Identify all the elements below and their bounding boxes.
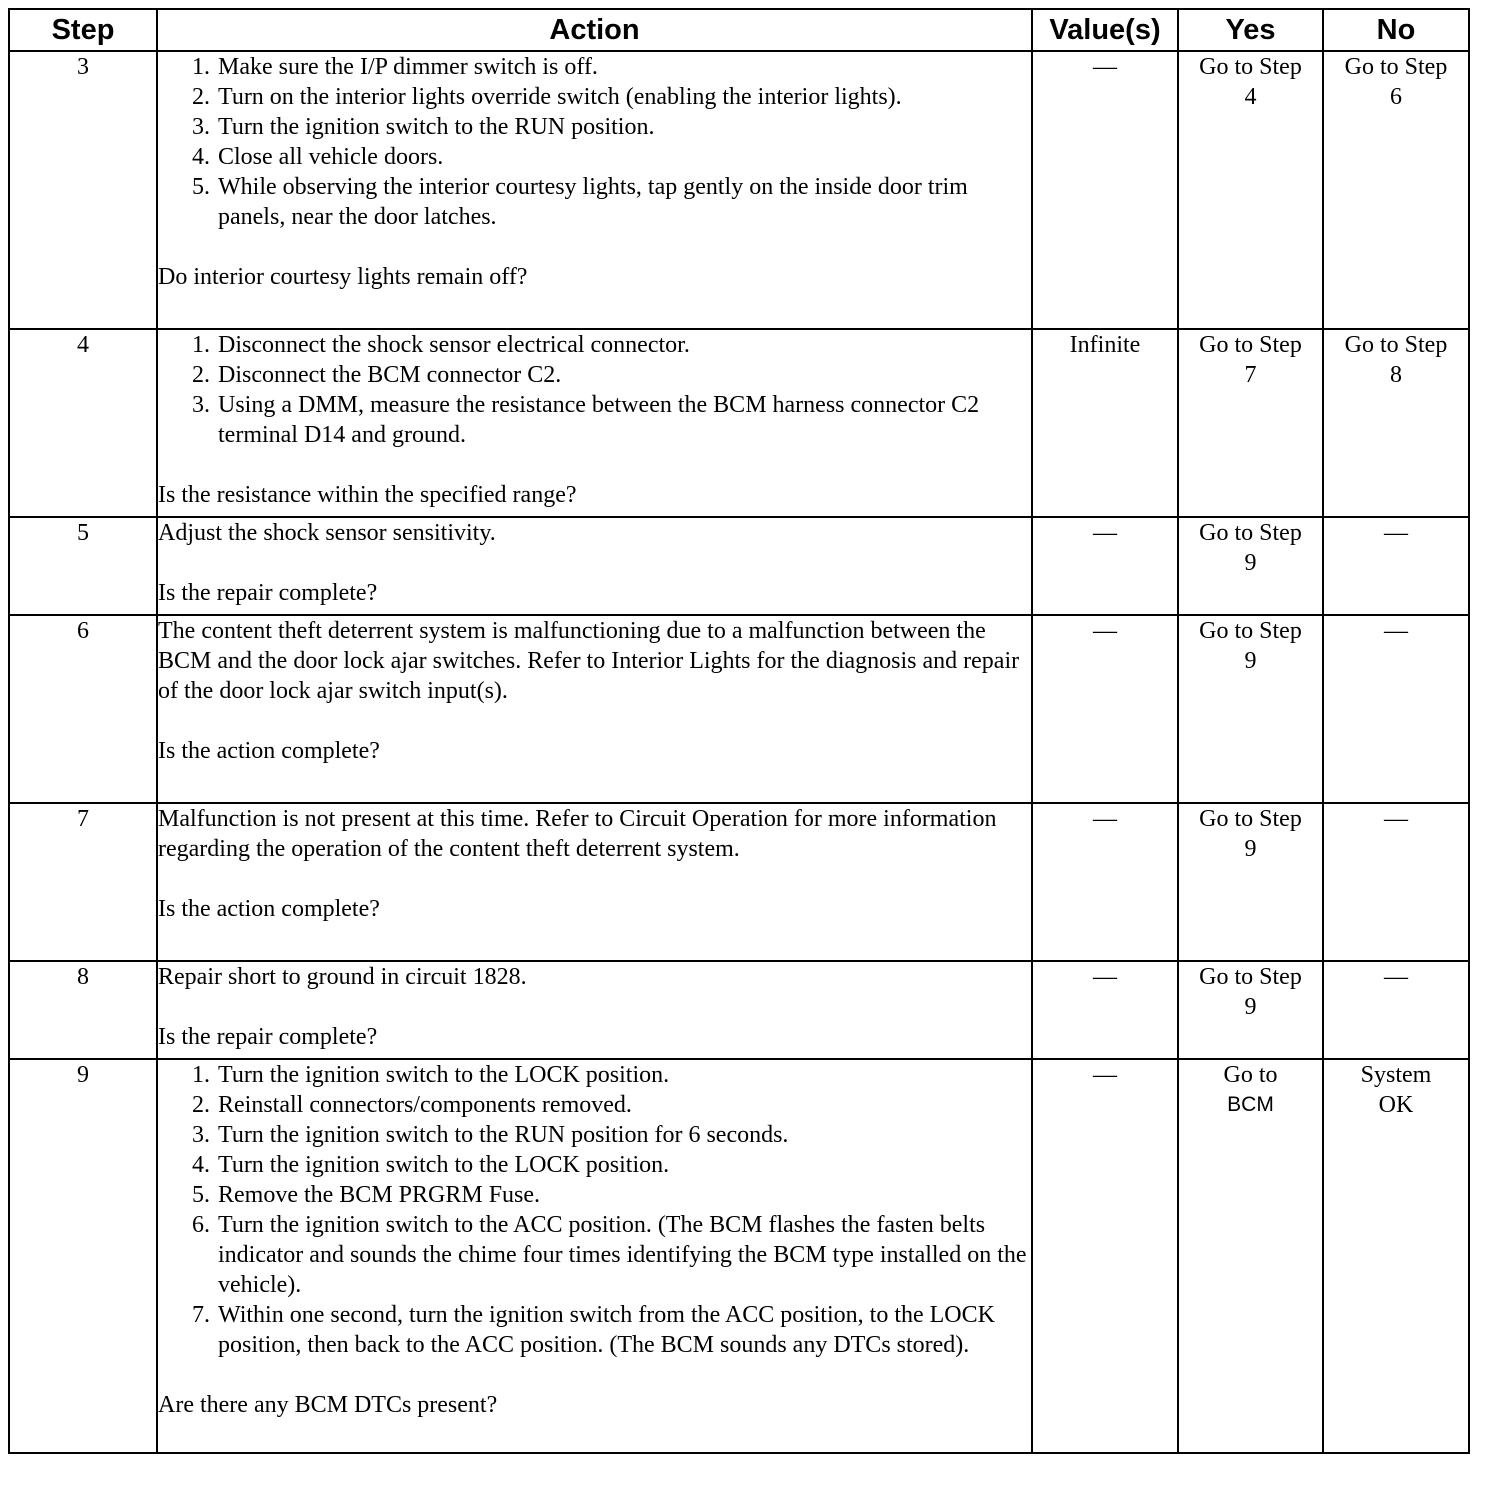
table-row-step-7 [9, 803, 1469, 961]
action-question: Is the action complete? [158, 896, 380, 922]
yes-step: 9 [1244, 648, 1257, 674]
no-cell: — [1323, 961, 1469, 1059]
yes-step: 7 [1244, 362, 1257, 388]
no-line: Go to Step [1344, 54, 1448, 80]
action-cell [157, 1059, 1032, 1453]
action-item: 5. Remove the BCM PRGRM Fuse. [216, 1180, 1031, 1210]
yes-cell [1178, 517, 1323, 615]
table-row-step-8 [9, 961, 1469, 1059]
value-cell: — [1032, 51, 1178, 329]
header-action: Action [157, 9, 1032, 51]
table-row-step-5 [9, 517, 1469, 615]
yes-line: Go to Step [1199, 54, 1302, 80]
action-question: Is the resistance within the specified range? [158, 482, 577, 508]
yes-step: 9 [1244, 836, 1257, 862]
yes-line: Go to [1223, 1062, 1278, 1088]
value-cell: — [1032, 517, 1178, 615]
action-item: 3. Using a DMM, measure the resistance between the BCM harness connector C2 terminal D14 and ground. [216, 390, 1031, 450]
action-item: 1. Make sure the I/P dimmer switch is off. [216, 52, 1031, 82]
action-item: 4. Close all vehicle doors. [216, 142, 1031, 172]
yes-step: 9 [1244, 994, 1257, 1020]
action-item: 2. Disconnect the BCM connector C2. [216, 360, 1031, 390]
action-cell [157, 329, 1032, 517]
action-item: 4. Turn the ignition switch to the LOCK position. [216, 1150, 1031, 1180]
no-line: Go to Step [1344, 332, 1448, 358]
no-cell [1323, 329, 1469, 517]
yes-line: Go to Step [1199, 964, 1302, 990]
yes-cell [1178, 615, 1323, 803]
value-cell: — [1032, 961, 1178, 1059]
step-number: 8 [9, 961, 157, 1059]
action-item: 7. Within one second, turn the ignition switch from the ACC position, to the LOCK position, then back to the ACC position. (The BCM sounds any DTCs stored). [216, 1300, 1031, 1360]
table-row-step-6 [9, 615, 1469, 803]
value-cell: — [1032, 803, 1178, 961]
table-row-step-4 [9, 329, 1469, 517]
header-values: Value(s) [1032, 9, 1178, 51]
yes-step: 9 [1244, 550, 1257, 576]
step-number: 7 [9, 803, 157, 961]
action-list [158, 330, 1031, 450]
action-text: Malfunction is not present at this time. Refer to Circuit Operation for more information regarding the operation of the content theft deterrent system. [158, 806, 997, 862]
action-question: Do interior courtesy lights remain off? [158, 264, 528, 290]
yes-step: 4 [1244, 84, 1257, 110]
yes-cell [1178, 51, 1323, 329]
action-list [158, 1060, 1031, 1360]
header-yes: Yes [1178, 9, 1323, 51]
action-cell [157, 517, 1032, 615]
action-item: 1. Turn the ignition switch to the LOCK position. [216, 1060, 1031, 1090]
action-cell [157, 51, 1032, 329]
action-question: Is the action complete? [158, 738, 380, 764]
header-step: Step [9, 9, 157, 51]
yes-cell [1178, 803, 1323, 961]
header-no: No [1323, 9, 1469, 51]
action-cell [157, 961, 1032, 1059]
diagnostic-table [8, 8, 1470, 1454]
step-number: 6 [9, 615, 157, 803]
header-row [9, 9, 1469, 51]
yes-line: Go to Step [1199, 520, 1302, 546]
table-row-step-3 [9, 51, 1469, 329]
value-cell: Infinite [1032, 329, 1178, 517]
no-step: 8 [1390, 362, 1402, 388]
action-item: 6. Turn the ignition switch to the ACC position. (The BCM flashes the fasten belts indicator and sounds the chime four times identifying the BCM type installed on the vehicle). [216, 1210, 1031, 1300]
no-cell [1323, 1059, 1469, 1453]
value-cell: — [1032, 1059, 1178, 1453]
action-text: Repair short to ground in circuit 1828. [158, 964, 527, 990]
action-cell [157, 803, 1032, 961]
yes-target: BCM [1227, 1093, 1274, 1116]
step-number: 4 [9, 329, 157, 517]
yes-cell [1178, 329, 1323, 517]
table-row-step-9 [9, 1059, 1469, 1453]
action-list [158, 52, 1031, 232]
step-number: 9 [9, 1059, 157, 1453]
yes-cell [1178, 1059, 1323, 1453]
value-cell: — [1032, 615, 1178, 803]
yes-line: Go to Step [1199, 332, 1302, 358]
step-number: 3 [9, 51, 157, 329]
no-cell: — [1323, 517, 1469, 615]
yes-line: Go to Step [1199, 806, 1302, 832]
action-question: Is the repair complete? [158, 1024, 378, 1050]
action-question: Are there any BCM DTCs present? [158, 1392, 498, 1418]
action-item: 3. Turn the ignition switch to the RUN position for 6 seconds. [216, 1120, 1031, 1150]
no-line: System [1360, 1062, 1432, 1088]
step-number: 5 [9, 517, 157, 615]
action-question: Is the repair complete? [158, 580, 378, 606]
yes-line: Go to Step [1199, 618, 1302, 644]
action-text: The content theft deterrent system is malfunctioning due to a malfunction between the BCM and the door lock ajar switches. Refer to Interior Lights for the diagnosis and repair of the door lock ajar switch input(s). [158, 618, 1020, 704]
action-item: 3. Turn the ignition switch to the RUN position. [216, 112, 1031, 142]
action-text: Adjust the shock sensor sensitivity. [158, 520, 496, 546]
no-target: OK [1378, 1092, 1414, 1118]
no-cell: — [1323, 615, 1469, 803]
no-cell: — [1323, 803, 1469, 961]
no-cell [1323, 51, 1469, 329]
action-item: 2. Turn on the interior lights override switch (enabling the interior lights). [216, 82, 1031, 112]
action-item: 1. Disconnect the shock sensor electrical connector. [216, 330, 1031, 360]
action-cell [157, 615, 1032, 803]
no-step: 6 [1390, 84, 1402, 110]
yes-cell [1178, 961, 1323, 1059]
action-item: 5. While observing the interior courtesy lights, tap gently on the inside door trim panels, near the door latches. [216, 172, 1031, 232]
action-item: 2. Reinstall connectors/components removed. [216, 1090, 1031, 1120]
